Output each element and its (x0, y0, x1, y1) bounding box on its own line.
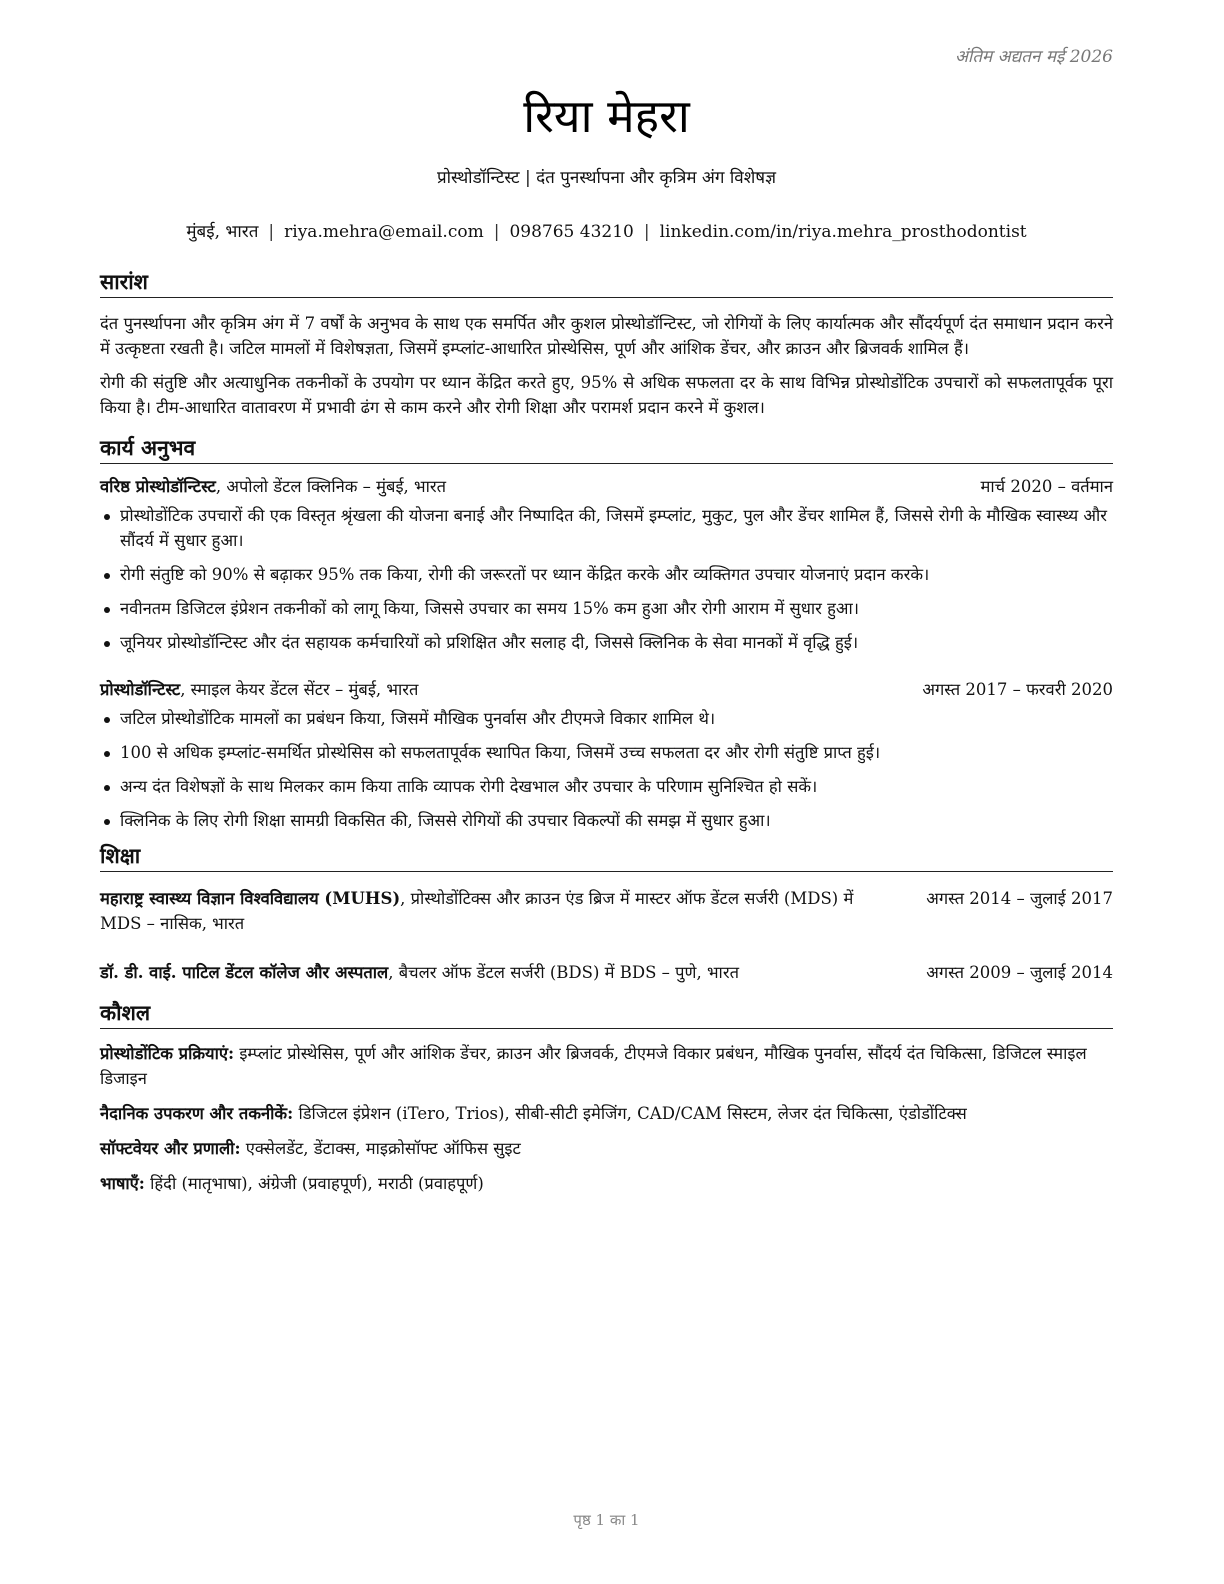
skill-label: सॉफ्टवेयर और प्रणाली: (100, 1139, 241, 1158)
summary-paragraph: रोगी की संतुष्टि और अत्याधुनिक तकनीकों के उपयोग पर ध्यान केंद्रित करते हुए, 95% से अधिक सफलता दर के साथ विभिन्न प्रोस्थोडोंटिक उपचारों को सफलतापूर्वक पूरा किया है। टीम-आधारित वातावरण में प्रभावी ढंग से काम करने और रोगी शिक्षा और परामर्श प्रदान करने में कुशल। (100, 373, 1113, 417)
skill-label: नैदानिक उपकरण और तकनीकें: (100, 1104, 294, 1123)
job-org: , स्माइल केयर डेंटल सेंटर – मुंबई, भारत (180, 680, 419, 699)
skills-list (100, 1041, 1113, 1196)
skill-line (100, 1136, 1113, 1161)
education-entry (100, 886, 1113, 936)
job-bullet: जूनियर प्रोस्थोडॉन्टिस्ट और दंत सहायक कर्मचारियों को प्रशिक्षित और सलाह दी, जिससे क्लिनिक के सेवा मानकों में वृद्धि हुई। (100, 630, 1113, 655)
contact-line (100, 219, 1113, 245)
skill-value: इम्प्लांट प्रोस्थेसिस, पूर्ण और आंशिक डेंचर, क्राउन और ब्रिजवर्क, टीएमजे विकार प्रबंधन, मौखिक पुनर्वास, सौंदर्य दंत चिकित्सा, डिजिटल स्माइल डिजाइन (100, 1044, 1087, 1088)
contact-phone: 098765 43210 (509, 222, 634, 242)
education-dates: अगस्त 2009 – जुलाई 2014 (926, 963, 1113, 982)
job-title: वरिष्ठ प्रोस्थोडॉन्टिस्ट (100, 477, 216, 496)
job-bullet: 100 से अधिक इम्प्लांट-समर्थित प्रोस्थेसिस को सफलतापूर्वक स्थापित किया, जिसमें उच्च सफलता दर और रोगी संतुष्टि प्राप्त हुई। (100, 740, 1113, 765)
job-header (100, 474, 1113, 499)
resume-page (100, 0, 1113, 1584)
skill-label: प्रोस्थोडोंटिक प्रक्रियाएं: (100, 1044, 235, 1063)
job-bullets (100, 503, 1113, 655)
job-title-line (100, 474, 981, 499)
education-text (100, 886, 926, 936)
education-section (100, 842, 1113, 985)
contact-email[interactable]: riya.mehra@email.com (284, 222, 484, 242)
skills-section (100, 999, 1113, 1196)
contact-separator: | (493, 222, 500, 242)
contact-linkedin[interactable]: linkedin.com/in/riya.mehra_prosthodontist (659, 222, 1027, 242)
job-entry (100, 677, 1113, 833)
job-title-line (100, 677, 922, 702)
skill-value: एक्सेलडेंट, डेंटाक्स, माइक्रोसॉफ्ट ऑफिस सुइट (240, 1139, 521, 1158)
last-updated: अंतिम अद्यतन मई 2026 (954, 47, 1113, 67)
skill-label: भाषाएँ: (100, 1174, 145, 1193)
job-title: प्रोस्थोडॉन्टिस्ट (100, 680, 181, 699)
education-text (100, 960, 926, 985)
contact-separator: | (268, 222, 275, 242)
skills-heading: कौशल (100, 999, 1113, 1029)
page-number: पृष्ठ 1 का 1 (573, 1511, 640, 1529)
job-org: , अपोलो डेंटल क्लिनिक – मुंबई, भारत (215, 477, 447, 496)
education-school: महाराष्ट्र स्वास्थ्य विज्ञान विश्वविद्यालय (MUHS) (100, 889, 401, 908)
contact-separator: | (643, 222, 650, 242)
skill-value: हिंदी (मातृभाषा), अंग्रेजी (प्रवाहपूर्ण), मराठी (प्रवाहपूर्ण) (144, 1174, 484, 1193)
skill-line (100, 1171, 1113, 1196)
education-entry (100, 960, 1113, 985)
skill-line (100, 1101, 1113, 1126)
job-dates: मार्च 2020 – वर्तमान (980, 477, 1113, 496)
summary-paragraph: दंत पुनर्स्थापना और कृत्रिम अंग में 7 वर्षों के अनुभव के साथ एक समर्पित और कुशल प्रोस्थोडॉन्टिस्ट, जो रोगियों के लिए कार्यात्मक और सौंदर्यपूर्ण दंत समाधान प्रदान करने में उत्कृष्टता रखती है। जटिल मामलों में विशेषज्ञता, जिसमें इम्प्लांट-आधारित प्रोस्थेसिस, पूर्ण और आंशिक डेंचर, और क्राउन और ब्रिजवर्क शामिल हैं। (100, 314, 1113, 358)
education-heading: शिक्षा (100, 842, 1113, 872)
resume-content (100, 268, 1113, 1206)
job-bullet: नवीनतम डिजिटल इंप्रेशन तकनीकों को लागू किया, जिससे उपचार का समय 15% कम हुआ और रोगी आराम में सुधार हुआ। (100, 596, 1113, 621)
job-dates: अगस्त 2017 – फरवरी 2020 (922, 680, 1113, 699)
skill-value: डिजिटल इंप्रेशन (iTero, Trios), सीबी-सीटी इमेजिंग, CAD/CAM सिस्टम, लेजर दंत चिकित्सा, एंडोडोंटिक्स (293, 1104, 967, 1123)
job-bullet: अन्य दंत विशेषज्ञों के साथ मिलकर काम किया ताकि व्यापक रोगी देखभाल और उपचार के परिणाम सुनिश्चित हो सकें। (100, 774, 1113, 799)
job-bullet: प्रोस्थोडोंटिक उपचारों की एक विस्तृत श्रृंखला की योजना बनाई और निष्पादित की, जिसमें इम्प्लांट, मुकुट, पुल और डेंचर शामिल हैं, जिससे रोगी के मौखिक स्वास्थ्य और सौंदर्य में सुधार हुआ। (100, 503, 1113, 553)
job-bullets (100, 706, 1113, 833)
education-detail: , प्रोस्थोडोंटिक्स और क्राउन एंड ब्रिज में मास्टर ऑफ डेंटल सर्जरी (MDS) में MDS – नासिक, भारत (100, 889, 854, 933)
job-bullet: जटिल प्रोस्थोडोंटिक मामलों का प्रबंधन किया, जिसमें मौखिक पुनर्वास और टीएमजे विकार शामिल थे। (100, 706, 1113, 731)
job-bullet: रोगी संतुष्टि को 90% से बढ़ाकर 95% तक किया, रोगी की जरूरतों पर ध्यान केंद्रित करके और व्यक्तिगत उपचार योजनाएं प्रदान करके। (100, 562, 1113, 587)
skill-line (100, 1041, 1113, 1091)
experience-heading: कार्य अनुभव (100, 434, 1113, 464)
experience-section (100, 434, 1113, 833)
job-header (100, 677, 1113, 702)
contact-location: मुंबई, भारत (186, 222, 259, 242)
education-dates: अगस्त 2014 – जुलाई 2017 (926, 889, 1113, 908)
tagline: प्रोस्थोडॉन्टिस्ट | दंत पुनर्स्थापना और कृत्रिम अंग विशेषज्ञ (436, 168, 777, 188)
summary-heading: सारांश (100, 268, 1113, 298)
education-detail: , बैचलर ऑफ डेंटल सर्जरी (BDS) में BDS – पुणे, भारत (388, 963, 739, 982)
education-school: डॉ. डी. वाई. पाटिल डेंटल कॉलेज और अस्पताल (100, 963, 389, 982)
job-bullet: क्लिनिक के लिए रोगी शिक्षा सामग्री विकसित की, जिससे रोगियों की उपचार विकल्पों की समझ में सुधार हुआ। (100, 808, 1113, 833)
summary-section (100, 268, 1113, 420)
candidate-name: रिया मेहरा (523, 89, 690, 143)
job-entry (100, 474, 1113, 655)
